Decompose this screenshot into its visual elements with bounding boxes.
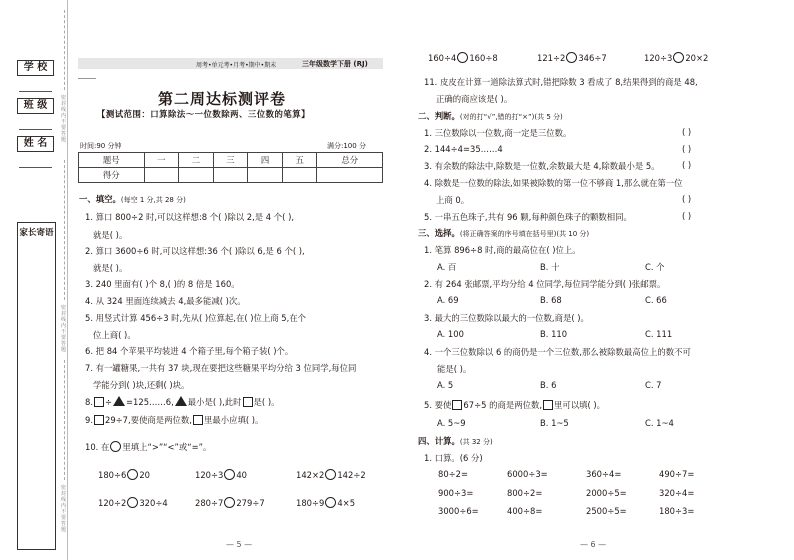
- oral-calc[interactable]: 6000÷3=: [507, 469, 548, 479]
- choice-option[interactable]: B. 1~5: [540, 418, 569, 428]
- oral-calc[interactable]: 800÷2=: [507, 488, 543, 498]
- choice-option[interactable]: A. 5~9: [437, 418, 466, 428]
- question-8: [85, 396, 279, 408]
- choice-option[interactable]: B. 6: [540, 380, 557, 390]
- judge-item: 5. 一串五色珠子,共有 96 颗,每种颜色珠子的颗数相同。: [424, 212, 632, 222]
- time-limit: 时间:90 分钟: [80, 142, 122, 150]
- score-cell[interactable]: [144, 168, 179, 183]
- question-line: 2. 算口 3600÷6 时,可以这样想:36 个( )除以 6,是 6 个( ),: [85, 246, 305, 256]
- choice-option[interactable]: A. 69: [437, 295, 459, 305]
- judge-item: 4. 除数是一位数的除法,如果被除数的第一位不够商 1,那么就在第一位: [424, 178, 683, 188]
- grade-tag: 三年级数学下册 (RJ): [302, 60, 368, 68]
- compare-right: 320÷4: [139, 498, 168, 508]
- oral-calc[interactable]: 2500÷5=: [586, 506, 627, 516]
- question-line: 正确的商应该是( )。: [436, 94, 513, 104]
- section-note: (每空 1 分,共 28 分): [120, 196, 186, 204]
- choice-stem: 3. 最大的三位数除以最大的一位数,商是( )。: [424, 313, 589, 323]
- section-heading: [418, 435, 493, 447]
- choice-stem: 1. 笔算 896÷8 时,商的最高位在( )位上。: [424, 245, 581, 255]
- choice-option[interactable]: B. 68: [540, 295, 562, 305]
- q8-eq: =125……6,: [126, 397, 174, 407]
- q10-b: 里填上“>”“<”或“=”。: [122, 442, 212, 452]
- parent-note-box[interactable]: [17, 222, 56, 550]
- question-line: 学能分到( )块,还剩( )块。: [93, 380, 190, 390]
- compare-item: [195, 497, 265, 508]
- exam-type-tag: 周考•单元考•月考•期中•期末: [196, 62, 277, 69]
- q10-a: 10. 在: [85, 442, 110, 452]
- compare-circle[interactable]: [457, 52, 468, 63]
- answer-paren[interactable]: ( ): [682, 211, 692, 221]
- test-scope: 【测试范围：口算除法～一位数除两、三位数的笔算】: [97, 109, 310, 119]
- compare-item: [428, 52, 498, 63]
- compare-item: [296, 497, 355, 508]
- compare-right: 20×2: [685, 53, 709, 63]
- table-row: [79, 168, 383, 183]
- compare-item: [98, 469, 150, 480]
- divider: [78, 78, 96, 79]
- table-cell: 四: [248, 153, 283, 168]
- seal-line: [64, 360, 65, 480]
- page-number: — 6 —: [580, 540, 607, 549]
- square-box: [543, 400, 553, 410]
- square-box[interactable]: [94, 397, 104, 407]
- q8-is: 是( )。: [253, 397, 280, 407]
- question-line: 11. 皮皮在计算一道除法算式时,错把除数 3 看成了 8,结果得到的商是 48,: [424, 77, 698, 87]
- question-10: [85, 441, 211, 453]
- section-note: (将正确答案的序号填在括号里)(共 10 分): [459, 230, 590, 238]
- choice-option[interactable]: C. 7: [645, 380, 662, 390]
- table-cell: 总分: [317, 153, 383, 168]
- compare-circle[interactable]: [325, 469, 336, 480]
- oral-calc[interactable]: 3000÷6=: [438, 506, 479, 516]
- compare-left: 180÷9: [296, 498, 325, 508]
- choice-option[interactable]: A. 100: [437, 329, 464, 339]
- choice-option[interactable]: B. 十: [540, 262, 560, 272]
- section-heading: [418, 110, 563, 122]
- compare-circle[interactable]: [566, 52, 577, 63]
- table-cell: 一: [144, 153, 179, 168]
- section-title: 四、计算。: [418, 436, 460, 446]
- table-cell: 五: [282, 153, 317, 168]
- section-title: 一、填空。: [79, 194, 121, 204]
- seal-text: 密封线内不要答题: [60, 485, 66, 533]
- compare-left: 121÷2: [537, 53, 566, 63]
- section-heading: [418, 227, 589, 239]
- school-field[interactable]: [19, 78, 52, 92]
- section-heading: [79, 193, 186, 205]
- seal-text: 密封线内不要答题: [60, 305, 66, 353]
- answer-paren[interactable]: ( ): [682, 160, 692, 170]
- choice-option[interactable]: C. 个: [645, 262, 665, 272]
- choice-option[interactable]: A. 5: [437, 380, 454, 390]
- q9-text: 29÷7,要使商是两位数,: [105, 415, 192, 425]
- stem-part: 5. 要使: [424, 400, 452, 410]
- table-cell: 得分: [79, 168, 145, 183]
- seal-line: [64, 160, 65, 300]
- square-box: [193, 415, 203, 425]
- compare-left: 280÷7: [195, 498, 224, 508]
- class-label: 班 级: [17, 98, 54, 114]
- compare-left: 120÷3: [195, 470, 224, 480]
- compare-circle[interactable]: [127, 497, 138, 508]
- question-line: 位上商( )。: [93, 330, 136, 340]
- page-number: — 5 —: [226, 540, 253, 549]
- choice-stem: [424, 399, 605, 411]
- judge-item: 3. 有余数的除法中,除数是一位数,余数最大是 4,除数最小是 5。: [424, 161, 660, 171]
- question-line: 5. 用竖式计算 456÷3 时,先从( )位算起,在( )位上商 5,在个: [85, 313, 307, 323]
- stem-part: 里可以填( )。: [553, 400, 606, 410]
- compare-item: [195, 469, 247, 480]
- choice-option[interactable]: C. 66: [645, 295, 667, 305]
- score-cell[interactable]: [282, 168, 317, 183]
- compare-right: 279÷7: [236, 498, 265, 508]
- square-box[interactable]: [452, 400, 462, 410]
- school-label: 学 校: [17, 60, 54, 76]
- oral-calc[interactable]: 360÷4=: [586, 469, 622, 479]
- compare-circle[interactable]: [673, 52, 684, 63]
- choice-option[interactable]: B. 110: [540, 329, 568, 339]
- section-note: (共 32 分): [459, 438, 493, 446]
- score-table: [78, 152, 383, 183]
- choice-stem: 2. 有 264 张邮票,平均分给 4 位同学,每位同学能分到( )张邮票。: [424, 279, 666, 289]
- choice-stem: 能是( )。: [437, 364, 472, 374]
- compare-left: 120÷2: [98, 498, 127, 508]
- section-note: (对的打“√”,错的打“×”)(共 5 分): [459, 113, 563, 121]
- class-field[interactable]: [19, 116, 52, 130]
- compare-right: 40: [236, 470, 248, 480]
- compare-circle[interactable]: [224, 497, 235, 508]
- question-line: 7. 有一罐糖果,一共有 37 块,现在要把这些糖果平均分给 3 位同学,每位同: [85, 363, 357, 373]
- compare-circle[interactable]: [224, 469, 235, 480]
- full-score: 满分:100 分: [327, 142, 366, 150]
- seal-line: [64, 10, 65, 90]
- score-cell[interactable]: [317, 168, 383, 183]
- answer-paren[interactable]: ( ): [682, 194, 692, 204]
- q9-tail: 里最小应填( )。: [203, 415, 264, 425]
- judge-item: 2. 144÷4=35……4: [424, 144, 503, 154]
- compare-item: [644, 52, 708, 63]
- name-label: 姓 名: [17, 136, 54, 152]
- score-cell[interactable]: [248, 168, 283, 183]
- stem-part: 67÷5 的商是两位数,: [463, 400, 542, 410]
- answer-paren[interactable]: ( ): [682, 127, 692, 137]
- seal-text: 密封线内不要答题: [60, 95, 66, 143]
- square-box: [243, 397, 253, 407]
- square-box[interactable]: [94, 415, 104, 425]
- q8-min: 最小是( ),此时: [187, 397, 242, 407]
- score-cell[interactable]: [213, 168, 248, 183]
- q8-number: 8.: [85, 397, 93, 407]
- choice-option[interactable]: C. 1~4: [645, 418, 674, 428]
- compare-left: 180÷6: [98, 470, 127, 480]
- parent-note-label: 家长寄语: [19, 228, 54, 238]
- triangle-icon: [175, 396, 187, 406]
- judge-item: 上商 0。: [436, 195, 470, 205]
- compare-right: 4×5: [337, 498, 356, 508]
- page-title: 第二周达标测评卷: [158, 90, 287, 108]
- question-line: 4. 从 324 里面连续减去 4,最多能减( )次。: [85, 296, 246, 306]
- question-line: 6. 把 84 个苹果平均装进 4 个箱子里,每个箱子装( )个。: [85, 346, 294, 356]
- question-line: 3. 240 里面有( )个 8,( )的 8 倍是 160。: [85, 279, 240, 289]
- oral-calc[interactable]: 180÷3=: [659, 506, 695, 516]
- choice-option[interactable]: C. 111: [645, 329, 673, 339]
- table-cell: 题号: [79, 153, 145, 168]
- compare-circle[interactable]: [127, 469, 138, 480]
- choice-stem: 4. 一个三位数除以 6 的商仍是一个三位数,那么被除数最高位上的数不可: [424, 347, 691, 357]
- question-line: 1. 算口 800÷2 时,可以这样想:8 个( )除以 2,是 4 个( ),: [85, 212, 295, 222]
- compare-right: 160÷8: [469, 53, 498, 63]
- compare-right: 142÷2: [337, 470, 366, 480]
- question-line: 就是( )。: [93, 230, 128, 240]
- table-cell: 二: [179, 153, 214, 168]
- compare-item: [98, 497, 168, 508]
- judge-item: 1. 三位数除以一位数,商一定是三位数。: [424, 128, 572, 138]
- choice-option[interactable]: A. 百: [437, 262, 457, 272]
- oral-calc[interactable]: 900÷3=: [438, 488, 474, 498]
- section-title: 二、判断。: [418, 111, 460, 121]
- compare-right: 346÷7: [578, 53, 607, 63]
- oral-calc[interactable]: 2000÷5=: [586, 488, 627, 498]
- compare-circle[interactable]: [325, 497, 336, 508]
- section-title: 三、选择。: [418, 228, 460, 238]
- question-line: 就是( )。: [93, 263, 128, 273]
- q8-divide: ÷: [105, 397, 113, 407]
- compare-item: [296, 469, 366, 480]
- subsection-title: 1. 口算。(6 分): [424, 453, 483, 463]
- oral-calc[interactable]: 490÷7=: [659, 469, 695, 479]
- question-9: [85, 414, 263, 426]
- circle-icon: [110, 441, 121, 452]
- table-row: [79, 153, 383, 168]
- oral-calc[interactable]: 80÷2=: [438, 469, 469, 479]
- binding-strip: [0, 0, 68, 560]
- table-cell: 三: [213, 153, 248, 168]
- name-field[interactable]: [19, 154, 52, 168]
- compare-left: 142×2: [296, 470, 325, 480]
- compare-left: 160÷4: [428, 53, 457, 63]
- score-cell[interactable]: [179, 168, 214, 183]
- q9-number: 9.: [85, 415, 93, 425]
- triangle-icon[interactable]: [113, 396, 125, 406]
- answer-paren[interactable]: ( ): [682, 144, 692, 154]
- compare-right: 20: [139, 470, 151, 480]
- oral-calc[interactable]: 320÷4=: [659, 488, 695, 498]
- compare-left: 120÷3: [644, 53, 673, 63]
- compare-item: [537, 52, 607, 63]
- oral-calc[interactable]: 400÷8=: [507, 506, 543, 516]
